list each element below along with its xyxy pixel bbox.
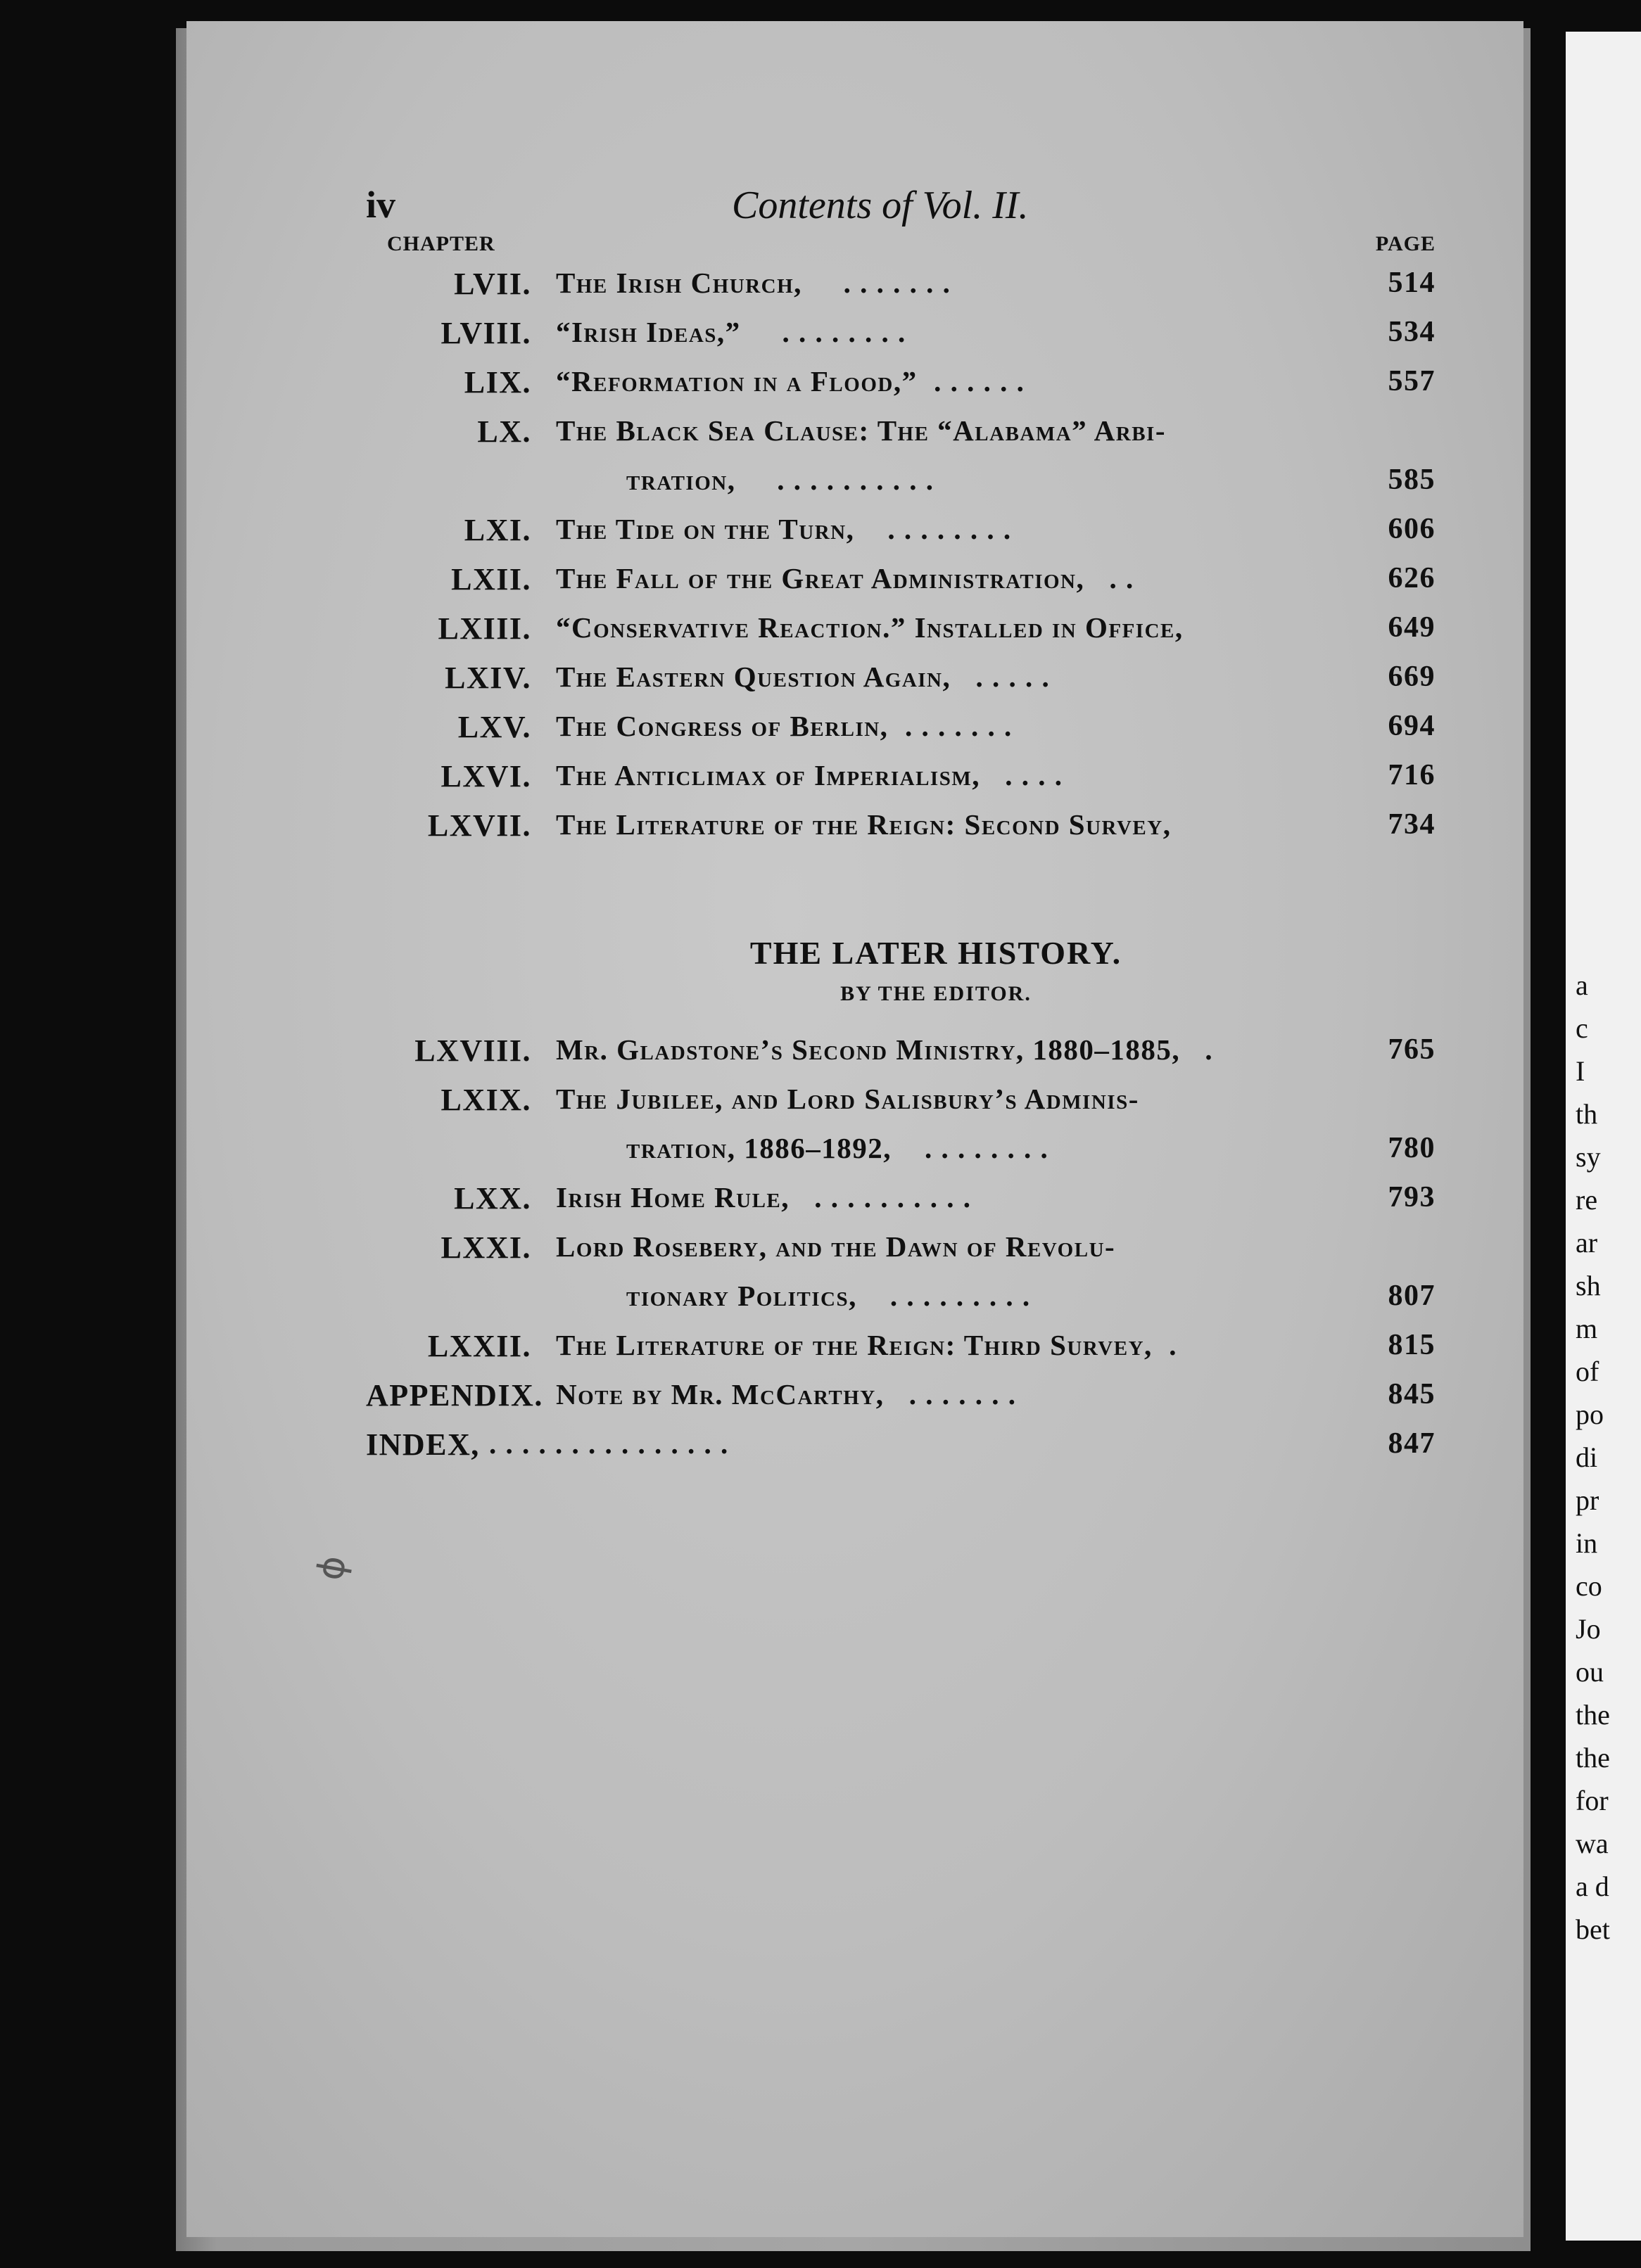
page-ref: 649 — [1388, 611, 1436, 644]
chapter-column-heading: CHAPTER — [387, 232, 495, 255]
chapter-title: Lord Rosebery, and the Dawn of Revolu- — [556, 1230, 1116, 1263]
chapter-number: LXII. — [451, 562, 531, 597]
toc-entry — [366, 310, 1436, 359]
facing-line-fragment: a — [1576, 969, 1588, 1001]
toc-entry-continued — [366, 1126, 1436, 1175]
leader-dots: . — [1169, 1329, 1178, 1361]
facing-line-fragment: ou — [1576, 1656, 1604, 1688]
toc-entry — [366, 507, 1436, 556]
facing-line-fragment: pr — [1576, 1484, 1599, 1516]
toc-entry — [366, 654, 1436, 703]
page-ref: 845 — [1388, 1378, 1436, 1410]
facing-line-fragment: m — [1576, 1313, 1598, 1344]
chapter-number: LXV. — [457, 710, 531, 744]
chapter-number: LXX. — [454, 1181, 531, 1216]
chapter-title: The Black Sea Clause: The “Alabama” Arbi- — [556, 414, 1167, 447]
page-ref: 669 — [1388, 661, 1436, 693]
page-ref: 585 — [1388, 464, 1436, 496]
toc-entry-appendix — [366, 1372, 1436, 1421]
chapter-number: LXIV. — [445, 661, 531, 695]
leader-dots: . . . . — [1005, 759, 1063, 791]
pencil-annotation: ɸ — [312, 1553, 359, 1585]
page-ref: 626 — [1388, 562, 1436, 594]
chapter-title: “Irish Ideas,” . . . . . . . . — [556, 316, 906, 348]
chapter-title: The Fall of the Great Administration, . . — [556, 562, 1134, 594]
chapter-number: LXXII. — [427, 1329, 531, 1363]
toc-entry — [366, 260, 1436, 310]
page-ref: 807 — [1388, 1280, 1436, 1312]
facing-line-fragment: po — [1576, 1399, 1604, 1430]
page-ref: 847 — [1388, 1427, 1436, 1460]
page-ref: 780 — [1388, 1132, 1436, 1164]
chapter-number: LVII. — [454, 267, 531, 301]
leader-dots: . . . . . . . — [908, 1378, 1017, 1410]
chapter-title: tionary Politics, . . . . . . . . . — [626, 1280, 1031, 1312]
facing-line-fragment: the — [1576, 1699, 1610, 1731]
chapter-number: LIX. — [464, 365, 531, 400]
toc-entry — [366, 802, 1436, 851]
facing-line-fragment: of — [1576, 1356, 1599, 1387]
chapter-number: LXXI. — [441, 1230, 531, 1265]
page-ref: 815 — [1388, 1329, 1436, 1361]
facing-line-fragment: ar — [1576, 1227, 1598, 1259]
leader-dots: . . . . . . . . . . . . . . . — [489, 1427, 729, 1460]
page-number: iv — [366, 184, 396, 226]
chapter-title: The Anticlimax of Imperialism, . . . . — [556, 759, 1063, 791]
contents-list — [366, 176, 1436, 1470]
leader-dots: . . . . . . . . — [887, 513, 1012, 545]
toc-entry — [366, 1076, 1436, 1126]
chapter-title: tration, . . . . . . . . . . — [626, 464, 934, 496]
toc-entry-continued — [366, 1273, 1436, 1323]
page-column-heading: PAGE — [1375, 232, 1436, 255]
page-ref: 765 — [1388, 1033, 1436, 1066]
toc-entry — [366, 605, 1436, 654]
toc-entry — [366, 703, 1436, 753]
toc-entry — [366, 1027, 1436, 1076]
chapter-title: The Jubilee, and Lord Salisbury’s Adminis- — [556, 1083, 1139, 1115]
page-ref: 694 — [1388, 710, 1436, 742]
page-ref: 514 — [1388, 267, 1436, 299]
facing-line-fragment: the — [1576, 1742, 1610, 1773]
chapter-title: The Irish Church, . . . . . . . — [556, 267, 951, 299]
page-ref: 716 — [1388, 759, 1436, 791]
chapter-number: LX. — [477, 414, 531, 449]
chapter-title: tration, 1886–1892, . . . . . . . . — [626, 1132, 1049, 1164]
chapter-number: LXVII. — [427, 808, 531, 843]
leader-dots: . . . . . . . . . — [889, 1280, 1031, 1312]
leader-dots: . . — [1109, 562, 1134, 594]
chapter-title: Note by Mr. McCarthy, . . . . . . . — [556, 1378, 1017, 1410]
chapter-title: The Eastern Question Again, . . . . . — [556, 661, 1051, 693]
page-title: Contents of Vol. II. — [732, 184, 1029, 227]
facing-line-fragment: wa — [1576, 1828, 1609, 1859]
facing-line-fragment: di — [1576, 1441, 1598, 1473]
facing-page — [1566, 32, 1641, 2241]
page-ref: 793 — [1388, 1181, 1436, 1213]
facing-line-fragment: sy — [1576, 1141, 1601, 1173]
toc-entry — [366, 1175, 1436, 1224]
chapter-number: LXIX. — [441, 1083, 531, 1117]
chapter-title: The Congress of Berlin, . . . . . . . — [556, 710, 1013, 742]
chapter-title: “Conservative Reaction.” Installed in Office, — [556, 611, 1184, 644]
leader-dots: . . . . . . . . — [782, 316, 906, 348]
chapter-number: LVIII. — [441, 316, 531, 350]
facing-line-fragment: re — [1576, 1184, 1598, 1216]
facing-line-fragment: th — [1576, 1098, 1598, 1130]
toc-entry — [366, 1224, 1436, 1273]
leader-dots: . . . . . . . — [843, 267, 951, 299]
chapter-title: Mr. Gladstone’s Second Ministry, 1880–1885, . — [556, 1033, 1214, 1066]
section-label: INDEX, — [366, 1427, 480, 1462]
chapter-title: The Tide on the Turn, . . . . . . . . — [556, 513, 1012, 545]
leader-dots: . . . . . . — [934, 365, 1025, 397]
facing-line-fragment: bet — [1576, 1913, 1610, 1945]
leader-dots: . . . . . . . . . . — [814, 1181, 972, 1213]
leader-dots: . . . . . . . . — [924, 1132, 1049, 1164]
section-subheading: BY THE EDITOR. — [840, 982, 1032, 1005]
section-heading: THE LATER HISTORY. — [749, 935, 1122, 971]
facing-line-fragment: in — [1576, 1527, 1598, 1559]
toc-entry-index — [366, 1421, 1436, 1470]
toc-entry — [366, 753, 1436, 802]
facing-line-fragment: sh — [1576, 1270, 1601, 1301]
chapter-number: LXI. — [464, 513, 531, 547]
facing-line-fragment: for — [1576, 1785, 1609, 1816]
toc-entry — [366, 359, 1436, 408]
toc-entry — [366, 556, 1436, 605]
chapter-number: LXVI. — [441, 759, 531, 794]
chapter-title: The Literature of the Reign: Third Survey, . — [556, 1329, 1178, 1361]
facing-line-fragment: c — [1576, 1012, 1588, 1044]
column-headings — [366, 232, 1436, 260]
facing-line-fragment: co — [1576, 1570, 1602, 1602]
toc-entry — [366, 408, 1436, 457]
page-ref: 557 — [1388, 365, 1436, 397]
toc-entry-continued — [366, 457, 1436, 507]
leader-dots: . — [1205, 1033, 1214, 1066]
chapter-title: “Reformation in a Flood,” . . . . . . — [556, 365, 1025, 397]
facing-line-fragment: a d — [1576, 1871, 1609, 1902]
page-ref: 606 — [1388, 513, 1436, 545]
page-ref: 534 — [1388, 316, 1436, 348]
chapter-title: Irish Home Rule, . . . . . . . . . . — [556, 1181, 972, 1213]
facing-page-text — [1576, 964, 1610, 1951]
facing-line-fragment: I — [1576, 1055, 1585, 1087]
chapter-number: LXVIII. — [414, 1033, 531, 1068]
leader-dots: . . . . . — [975, 661, 1051, 693]
toc-entry — [366, 1323, 1436, 1372]
facing-line-fragment: Jo — [1576, 1613, 1601, 1645]
leader-dots: . . . . . . . — [904, 710, 1013, 742]
running-head — [366, 176, 1436, 232]
leader-dots: . . . . . . . . . . — [777, 464, 934, 496]
section-label: APPENDIX. — [366, 1378, 543, 1413]
page-ref: 734 — [1388, 808, 1436, 841]
chapter-title: The Literature of the Reign: Second Survey, — [556, 808, 1172, 841]
chapter-number: LXIII. — [438, 611, 531, 646]
